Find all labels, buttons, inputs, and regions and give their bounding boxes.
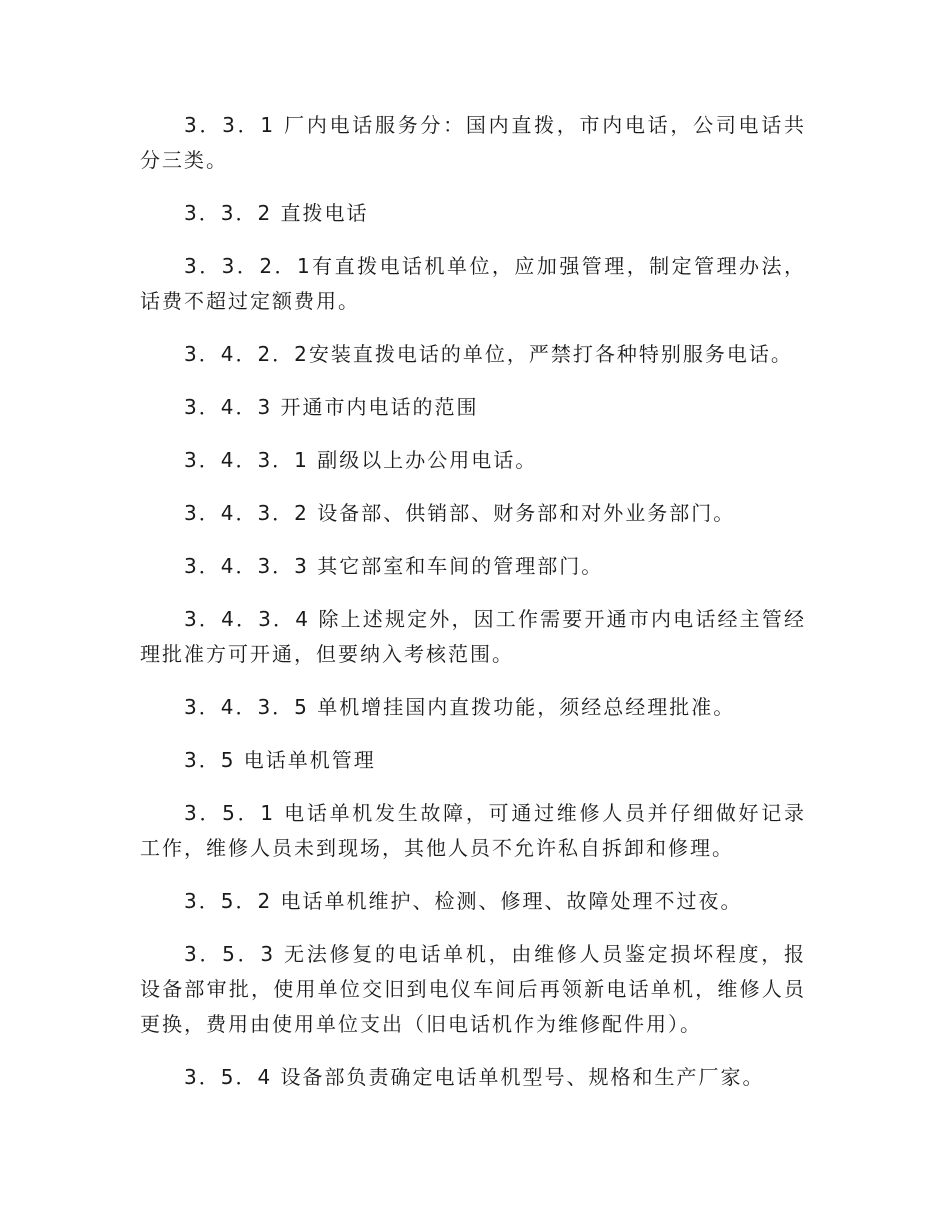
clause-3-4-3-5: 3．4．3．5 单机增挂国内直拨功能，须经总经理批准。 [184,695,736,719]
clause-3-5-1: 3．5．1 电话单机发生故障，可通过维修人员并仔细做好记录工作，维修人员未到现场，其他人员不允许私自拆卸和修理。 [140,801,806,860]
clause-3-5-4: 3．5．4 设备部负责确定电话单机型号、规格和生产厂家。 [184,1065,765,1089]
clause-3-4-2-2: 3．4．2．2安装直拨电话的单位，严禁打各种特别服务电话。 [184,342,793,366]
clause-3-4-3-3: 3．4．3．3 其它部室和车间的管理部门。 [184,554,604,578]
clause-3-3-2: 3．3．2 直拨电话 [184,201,369,225]
clause-3-5: 3．5 电话单机管理 [184,748,376,772]
document-body [140,108,806,1113]
clause-3-4-3-1: 3．4．3．1 副级以上办公用电话。 [184,448,538,472]
clause-3-4-3: 3．4．3 开通市内电话的范围 [184,395,479,419]
clause-3-4-3-4: 3．4．3．4 除上述规定外，因工作需要开通市内电话经主管经理批准方可开通，但要纳入考核范围。 [140,607,806,666]
clause-3-4-3-2: 3．4．3．2 设备部、供销部、财务部和对外业务部门。 [184,501,736,525]
clause-3-3-2-1: 3．3．2．1有直拨电话机单位，应加强管理，制定管理办法，话费不超过定额费用。 [140,254,806,313]
clause-3-5-2: 3．5．2 电话单机维护、检测、修理、故障处理不过夜。 [184,889,743,913]
clause-3-5-3: 3．5．3 无法修复的电话单机，由维修人员鉴定损坏程度，报设备部审批，使用单位交旧到电仪车间后再领新电话单机，维修人员更换，费用由使用单位支出（旧电话机作为维修配件用）。 [140,942,806,1036]
clause-3-3-1: 3．3．1 厂内电话服务分：国内直拨，市内电话，公司电话共分三类。 [140,113,806,172]
